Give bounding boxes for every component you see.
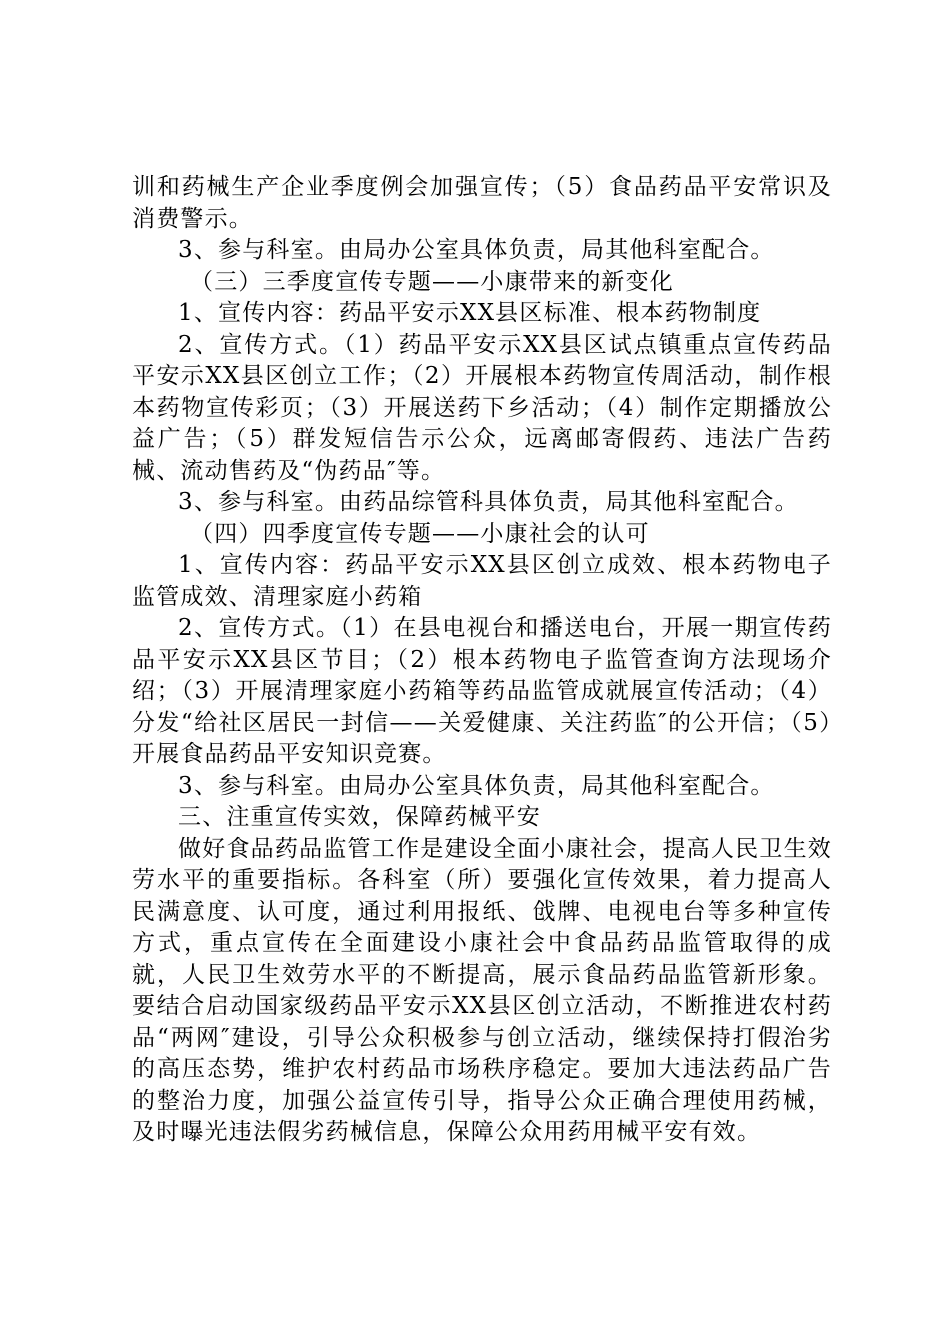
- paragraph-q3-methods: 2、宣传方式。（1）药品平安示XX县区试点镇重点宣传药品平安示XX县区创立工作；（2）开展根本药物宣传周活动，制作根本药物宣传彩页；（3）开展送药下乡活动；（4）制作定期播放公益广告；（5）群发短信告示公众，远离邮寄假药、违法广告药械、流动售药及“伪药品″等。: [132, 331, 832, 484]
- paragraph-section-three-body: 做好食品药品监管工作是建设全面小康社会，提高人民卫生效劳水平的重要指标。各科室（所）要强化宣传效果，着力提高人民满意度、认可度，通过利用报纸、戗牌、电视电台等多种宣传方式，重点宣传在全面建设小康社会中食品药品监管取得的成就，人民卫生效劳水平的不断提高，展示食品药品监管新形象。要结合启动国家级药品平安示XX县区创立活动，不断推进农村药品“两网″建设，引导公众积极参与创立活动，继续保持打假治劣的高压态势，维护农村药品市场秩序稳定。要加大违法药品广告的整治力度，加强公益宣传引导，指导公众正确合理使用药械，及时曝光违法假劣药械信息，保障公众用药用械平安有效。: [132, 835, 832, 1145]
- paragraph-q4-content: 1、宣传内容：药品平安示XX县区创立成效、根本药物电子监管成效、清理家庭小药箱: [132, 552, 832, 610]
- paragraph-q3-content: 1、宣传内容：药品平安示XX县区标准、根本药物制度: [178, 300, 762, 326]
- paragraph-q3-department: 3、参与科室。由药品综管科具体负责，局其他科室配合。: [178, 489, 799, 515]
- paragraph-continuation: 训和药械生产企业季度例会加强宣传；（5）食品药品平安常识及消费警示。: [132, 174, 832, 232]
- paragraph-department-q2: 3、参与科室。由局办公室具体负责，局其他科室配合。: [178, 237, 775, 263]
- paragraph-q4-methods: 2、宣传方式。（1）在县电视台和播送电台，开展一期宣传药品平安示XX县区节目；（2）根本药物电子监管查询方法现场介绍；（3）开展清理家庭小药箱等药品监管成就展宣传活动；（4）分发“给社区居民一封信——关爱健康、关注药监″的公开信；（5）开展食品药品平安知识竞赛。: [132, 615, 832, 767]
- heading-section-three: 三、注重宣传实效，保障药械平安: [178, 804, 541, 830]
- document-page: [132, 172, 832, 1149]
- heading-q3-topic: （三）三季度宣传专题——小康带来的新变化: [190, 268, 674, 295]
- heading-q4-topic: （四）四季度宣传专题——小康社会的认可: [190, 520, 650, 547]
- paragraph-q4-department: 3、参与科室。由局办公室具体负责，局其他科室配合。: [178, 772, 775, 799]
